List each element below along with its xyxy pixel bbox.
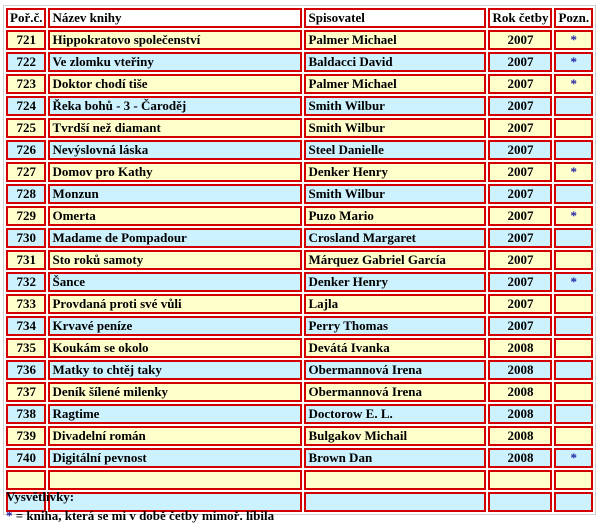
cell-number: 739 <box>6 426 46 446</box>
cell-note <box>554 382 593 402</box>
cell-note <box>554 250 593 270</box>
cell-note: * <box>554 448 593 468</box>
cell-author: Smith Wilbur <box>304 118 486 138</box>
cell-note: * <box>554 52 593 72</box>
cell-number: 730 <box>6 228 46 248</box>
table-row <box>6 140 593 160</box>
cell-number: 728 <box>6 184 46 204</box>
cell-year: 2007 <box>488 272 552 292</box>
legend-line <box>6 506 274 525</box>
table-row <box>6 382 593 402</box>
cell-year: 2007 <box>488 52 552 72</box>
cell-author: Obermannová Irena <box>304 382 486 402</box>
cell-author: Denker Henry <box>304 162 486 182</box>
cell-author: Palmer Michael <box>304 74 486 94</box>
cell-year: 2008 <box>488 448 552 468</box>
cell-year: 2007 <box>488 184 552 204</box>
cell-author: Crosland Margaret <box>304 228 486 248</box>
cell-year: 2007 <box>488 316 552 336</box>
table-row <box>6 30 593 50</box>
table-row <box>6 118 593 138</box>
cell-note <box>554 360 593 380</box>
header-row <box>6 8 593 28</box>
cell-number: 738 <box>6 404 46 424</box>
cell-title: Koukám se okolo <box>48 338 302 358</box>
cell-number: 726 <box>6 140 46 160</box>
books-table <box>3 5 596 515</box>
cell-year: 2007 <box>488 140 552 160</box>
table-row <box>6 316 593 336</box>
table-row <box>6 162 593 182</box>
cell-author <box>304 492 486 512</box>
cell-author: Doctorow E. L. <box>304 404 486 424</box>
cell-author: Brown Dan <box>304 448 486 468</box>
cell-year: 2008 <box>488 360 552 380</box>
cell-author: Devátá Ivanka <box>304 338 486 358</box>
cell-author: Steel Danielle <box>304 140 486 160</box>
cell-number: 732 <box>6 272 46 292</box>
cell-title: Deník šílené milenky <box>48 382 302 402</box>
cell-note <box>554 338 593 358</box>
table-row <box>6 272 593 292</box>
cell-title: Hippokratovo společenství <box>48 30 302 50</box>
cell-title: Šance <box>48 272 302 292</box>
table-row <box>6 184 593 204</box>
cell-note <box>554 404 593 424</box>
cell-title: Divadelní román <box>48 426 302 446</box>
legend <box>6 487 274 525</box>
cell-title: Řeka bohů - 3 - Čaroděj <box>48 96 302 116</box>
cell-year <box>488 470 552 490</box>
table-row <box>6 360 593 380</box>
cell-note <box>554 118 593 138</box>
cell-title: Nevýslovná láska <box>48 140 302 160</box>
cell-number: 734 <box>6 316 46 336</box>
cell-author: Baldacci David <box>304 52 486 72</box>
cell-year: 2008 <box>488 338 552 358</box>
cell-author: Smith Wilbur <box>304 184 486 204</box>
cell-year: 2007 <box>488 228 552 248</box>
cell-author: Márquez Gabriel García <box>304 250 486 270</box>
cell-year <box>488 492 552 512</box>
cell-note <box>554 184 593 204</box>
cell-note: * <box>554 272 593 292</box>
table-row <box>6 96 593 116</box>
table-row <box>6 250 593 270</box>
cell-year: 2007 <box>488 162 552 182</box>
cell-number: 723 <box>6 74 46 94</box>
cell-year: 2007 <box>488 118 552 138</box>
cell-year: 2008 <box>488 382 552 402</box>
cell-number: 731 <box>6 250 46 270</box>
cell-note <box>554 316 593 336</box>
header-number: Poř.č. <box>6 8 46 28</box>
table-row <box>6 52 593 72</box>
cell-author: Palmer Michael <box>304 30 486 50</box>
cell-number: 721 <box>6 30 46 50</box>
table-row <box>6 228 593 248</box>
cell-note: * <box>554 206 593 226</box>
cell-number: 737 <box>6 382 46 402</box>
cell-note <box>554 492 593 512</box>
cell-author: Denker Henry <box>304 272 486 292</box>
table-row <box>6 294 593 314</box>
cell-title: Monzun <box>48 184 302 204</box>
cell-author: Perry Thomas <box>304 316 486 336</box>
table-row <box>6 426 593 446</box>
cell-note: * <box>554 74 593 94</box>
cell-title: Krvavé peníze <box>48 316 302 336</box>
table-row <box>6 206 593 226</box>
cell-note: * <box>554 162 593 182</box>
cell-title: Digitální pevnost <box>48 448 302 468</box>
cell-title: Matky to chtěj taky <box>48 360 302 380</box>
cell-author: Smith Wilbur <box>304 96 486 116</box>
cell-number: 729 <box>6 206 46 226</box>
cell-note <box>554 294 593 314</box>
cell-note <box>554 228 593 248</box>
header-note: Pozn. <box>554 8 593 28</box>
cell-title: Tvrdší než diamant <box>48 118 302 138</box>
cell-year: 2007 <box>488 294 552 314</box>
cell-title: Domov pro Kathy <box>48 162 302 182</box>
cell-author: Puzo Mario <box>304 206 486 226</box>
header-year: Rok četby <box>488 8 552 28</box>
cell-year: 2007 <box>488 96 552 116</box>
table-row <box>6 338 593 358</box>
cell-title: Madame de Pompadour <box>48 228 302 248</box>
header-title: Název knihy <box>48 8 302 28</box>
cell-note <box>554 426 593 446</box>
cell-number: 725 <box>6 118 46 138</box>
table-row <box>6 74 593 94</box>
cell-number: 722 <box>6 52 46 72</box>
cell-title: Doktor chodí tiše <box>48 74 302 94</box>
cell-year: 2007 <box>488 250 552 270</box>
header-author: Spisovatel <box>304 8 486 28</box>
cell-title: Sto roků samoty <box>48 250 302 270</box>
cell-year: 2007 <box>488 30 552 50</box>
cell-year: 2008 <box>488 404 552 424</box>
cell-number: 733 <box>6 294 46 314</box>
cell-number: 727 <box>6 162 46 182</box>
cell-title: Ragtime <box>48 404 302 424</box>
table-row <box>6 448 593 468</box>
table-row <box>6 404 593 424</box>
cell-author: Lajla <box>304 294 486 314</box>
cell-note <box>554 140 593 160</box>
cell-note <box>554 96 593 116</box>
cell-year: 2008 <box>488 426 552 446</box>
cell-number: 735 <box>6 338 46 358</box>
cell-author: Bulgakov Michail <box>304 426 486 446</box>
cell-number: 724 <box>6 96 46 116</box>
cell-author <box>304 470 486 490</box>
legend-title: Vysvětlivky: <box>6 489 75 504</box>
cell-note <box>554 470 593 490</box>
cell-number: 736 <box>6 360 46 380</box>
cell-number: 740 <box>6 448 46 468</box>
cell-year: 2007 <box>488 74 552 94</box>
cell-title: Ve zlomku vteřiny <box>48 52 302 72</box>
legend-star: * <box>6 508 13 523</box>
legend-text: = kniha, která se mi v době četby mimoř. líbila <box>12 508 275 523</box>
cell-title: Provdaná proti své vůli <box>48 294 302 314</box>
cell-note: * <box>554 30 593 50</box>
cell-author: Obermannová Irena <box>304 360 486 380</box>
cell-title: Omerta <box>48 206 302 226</box>
cell-year: 2007 <box>488 206 552 226</box>
